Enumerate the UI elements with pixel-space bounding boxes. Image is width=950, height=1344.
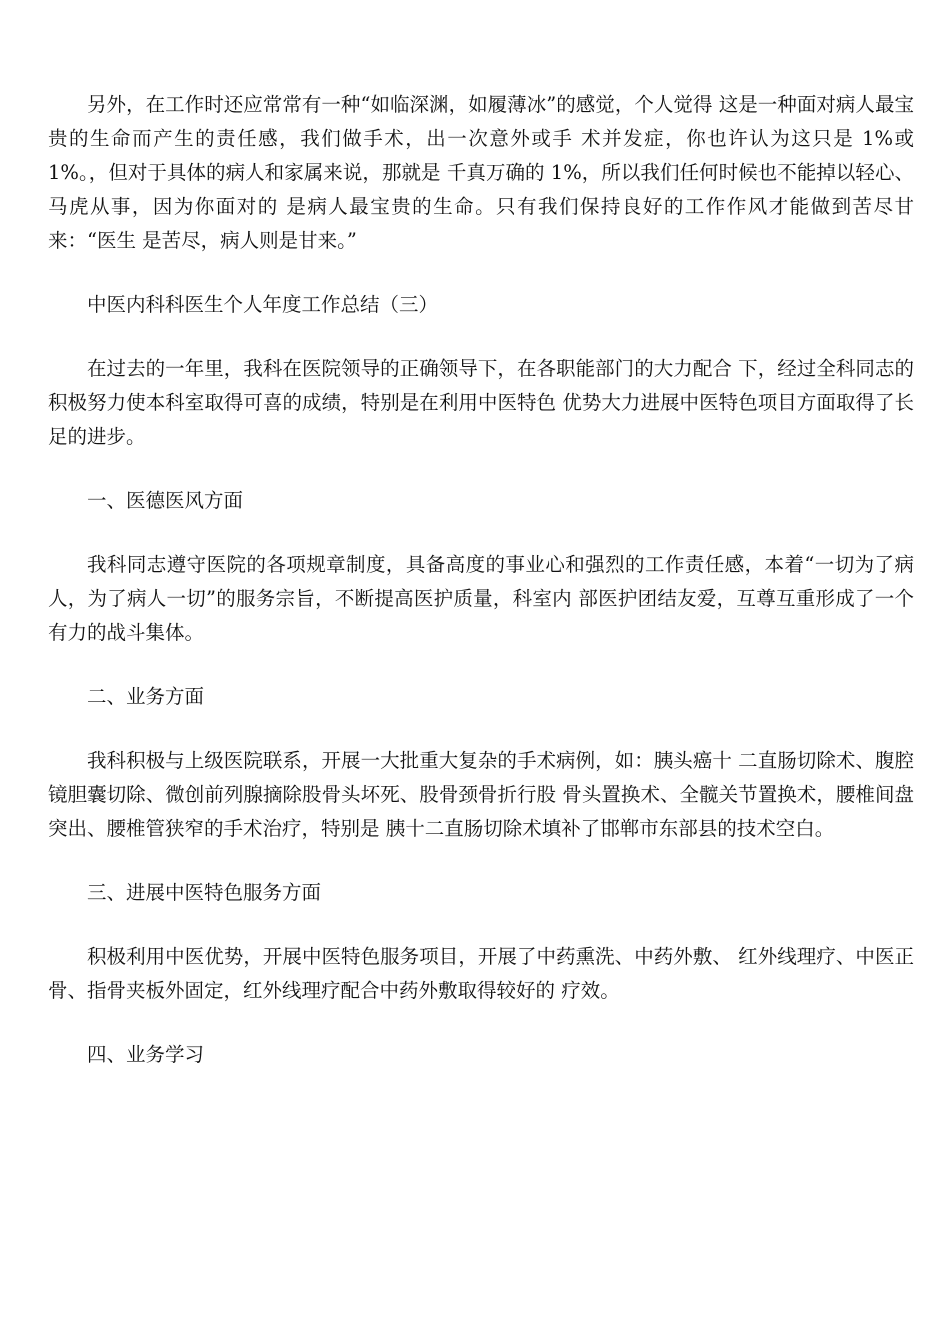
- heading-medical-ethics: 一、医德医风方面: [87, 489, 244, 512]
- heading-business: 二、业务方面: [87, 685, 205, 708]
- paragraph-responsibility: 另外，在工作时还应常常有一种“如临深渊，如履薄冰”的感觉，个人觉得 这是一种面对病人最宝贵的生命而产生的责任感，我们做手术，出一次意外或手 术并发症，你也许认为这只是 1%或 1%。，但对于具体的病人和家属来说，那就是 千真万确的 1%，所以我们任何时候也不能掉以轻心、马虎从事，因为你面对的 是病人最宝贵的生命。只有我们保持良好的工作作风才能做到苦尽甘来：“医生 是苦尽，病人则是甘来。”: [48, 93, 914, 252]
- document-page: [48, 88, 914, 1102]
- heading-study: 四、业务学习: [87, 1043, 205, 1066]
- paragraph-business: 我科积极与上级医院联系，开展一大批重大复杂的手术病例，如：胰头癌十 二直肠切除术、腹腔镜胆囊切除、微创前列腺摘除股骨头坏死、股骨颈骨折行股 骨头置换术、全髋关节置换术，腰椎间盘突出、腰椎管狭窄的手术治疗，特别是 胰十二直肠切除术填补了邯郸市东部县的技术空白。: [48, 749, 914, 840]
- section-title: 中医内科科医生个人年度工作总结（三）: [87, 293, 439, 316]
- paragraph-tcm-services: 积极利用中医优势，开展中医特色服务项目，开展了中药熏洗、中药外敷、 红外线理疗、中医正骨、指骨夹板外固定，红外线理疗配合中药外敷取得较好的 疗效。: [48, 945, 914, 1002]
- heading-tcm-services: 三、进展中医特色服务方面: [87, 881, 322, 904]
- paragraph-intro: 在过去的一年里，我科在医院领导的正确领导下，在各职能部门的大力配合 下，经过全科同志的积极努力使本科室取得可喜的成绩，特别是在利用中医特色 优势大力进展中医特色项目方面取得了长足的进步。: [48, 357, 914, 448]
- paragraph-medical-ethics: 我科同志遵守医院的各项规章制度，具备高度的事业心和强烈的工作责任感，本着“一切为了病人，为了病人一切”的服务宗旨，不断提高医护质量，科室内 部医护团结友爱，互尊互重形成了一个有力的战斗集体。: [48, 553, 914, 644]
